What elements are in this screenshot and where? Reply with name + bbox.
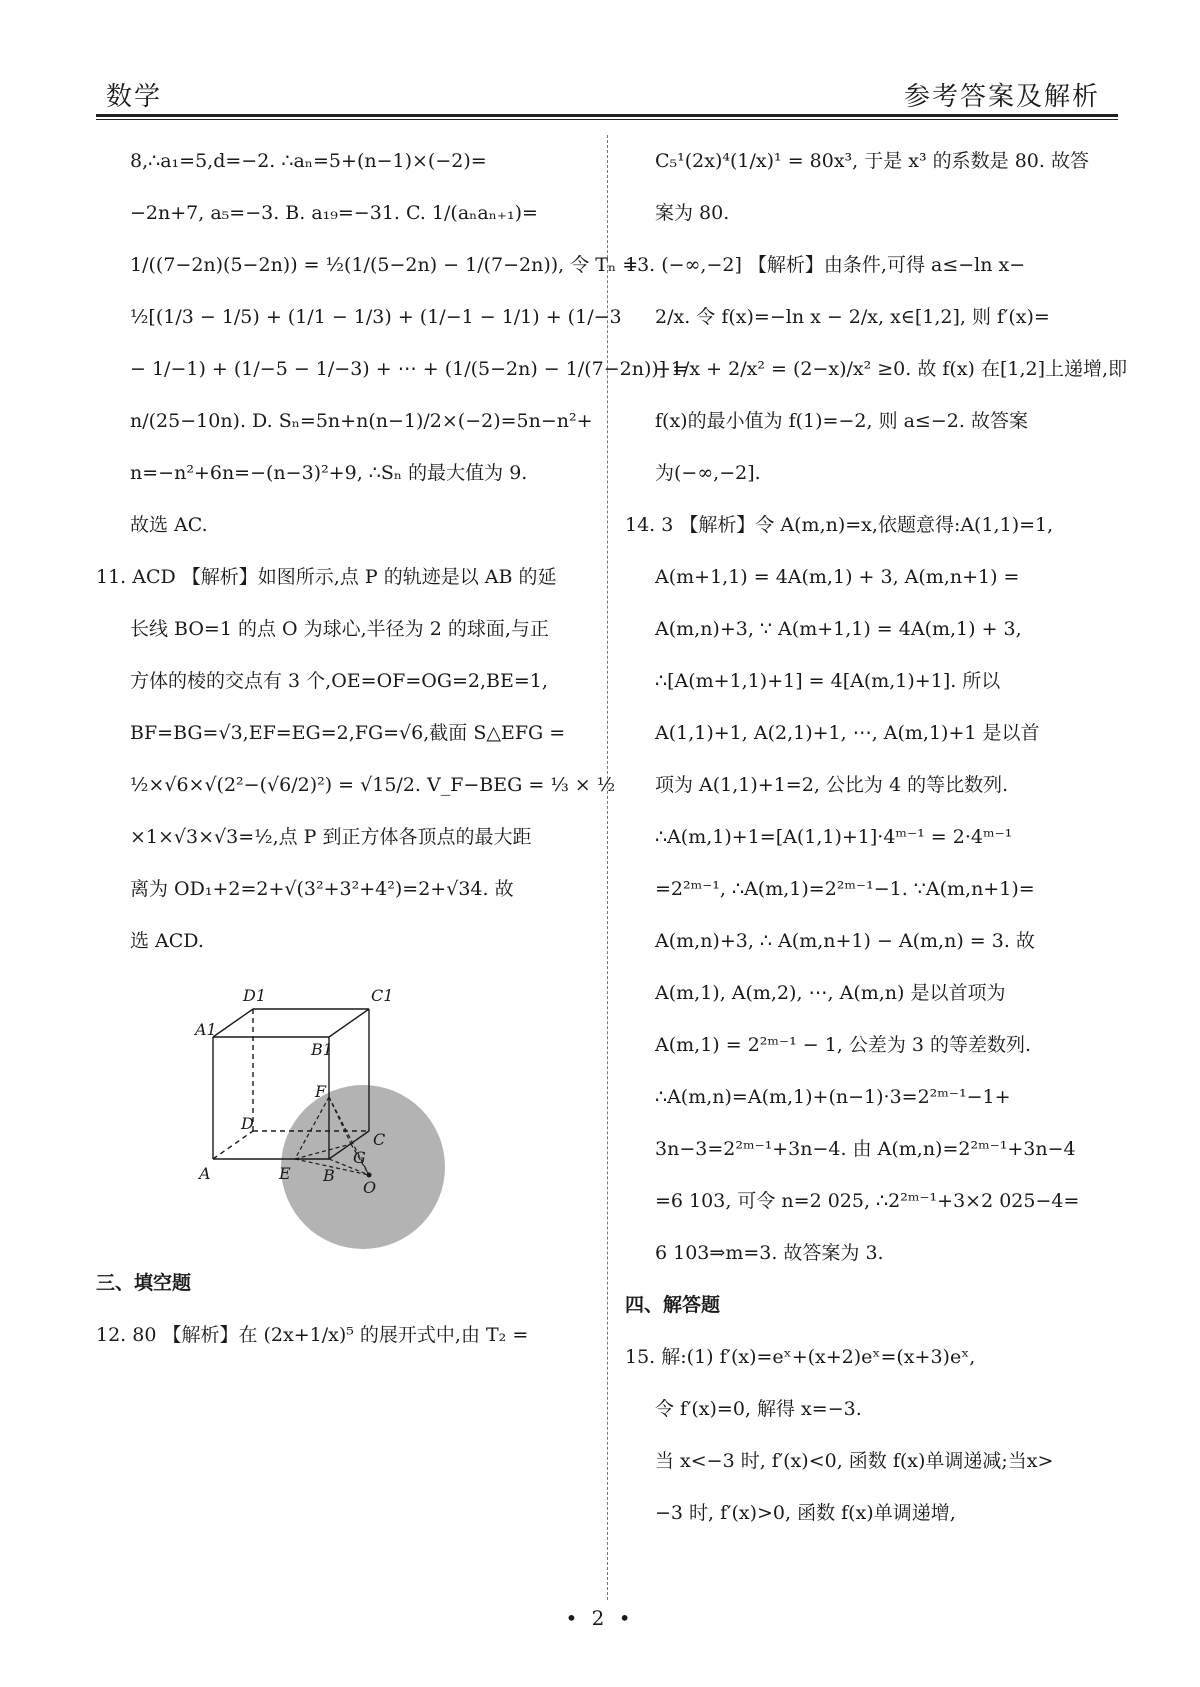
label-c1: C1 (371, 986, 394, 1005)
text-line: ×1×√3×√3=½,点 P 到正方体各顶点的最大距 (130, 826, 532, 848)
section-heading-fill-in: 三、填空题 (96, 1272, 192, 1294)
text-line: 令 f′(x)=0, 解得 x=−3. (655, 1398, 862, 1420)
cube-edge (329, 1009, 369, 1037)
cube-sphere-diagram (191, 967, 491, 1257)
center-point-o (367, 1173, 372, 1178)
text-line: C₅¹(2x)⁴(1/x)¹ = 80x³, 于是 x³ 的系数是 80. 故答 (655, 150, 1089, 172)
page-header (0, 0, 1200, 122)
text-line: A(m,n)+3, ∵ A(m+1,1) = 4A(m,1) + 3, (655, 618, 1022, 640)
text-line: −3 时, f′(x)>0, 函数 f(x)单调递增, (655, 1502, 956, 1524)
header-rule-thin (96, 119, 1118, 120)
text-line: =2²ᵐ⁻¹, ∴A(m,1)=2²ᵐ⁻¹−1. ∵A(m,n+1)= (655, 878, 1035, 900)
text-line: A(1,1)+1, A(2,1)+1, ⋯, A(m,1)+1 是以首 (655, 722, 1040, 744)
cube-hidden-edge (213, 1131, 253, 1159)
label-d: D (241, 1114, 254, 1133)
text-line: A(m,1), A(m,2), ⋯, A(m,n) 是以首项为 (655, 982, 1006, 1004)
text-line: 离为 OD₁+2=2+√(3²+3²+4²)=2+√34. 故 (130, 878, 514, 900)
section-title: 参考答案及解析 (903, 82, 1100, 112)
text-line: =6 103, 可令 n=2 025, ∴2²ᵐ⁻¹+3×2 025−4= (655, 1190, 1080, 1212)
text-line: −2n+7, a₅=−3. B. a₁₉=−31. C. 1/(aₙaₙ₊₁)= (130, 202, 538, 224)
text-line: 案为 80. (655, 202, 730, 224)
question-14-line: 14. 3 【解析】令 A(m,n)=x,依题意得:A(1,1)=1, (625, 514, 1054, 536)
label-b: B (323, 1166, 335, 1185)
text-line: 方体的棱的交点有 3 个,OE=OF=OG=2,BE=1, (130, 670, 548, 692)
text-line: 故选 AC. (130, 514, 208, 536)
text-line: 2/x. 令 f(x)=−ln x − 2/x, x∈[1,2], 则 f′(x)= (655, 306, 1050, 328)
text-line: 6 103⇒m=3. 故答案为 3. (655, 1242, 884, 1264)
text-line: A(m,1) = 2²ᵐ⁻¹ − 1, 公差为 3 的等差数列. (655, 1034, 1032, 1056)
text-line: 8,∴a₁=5,d=−2. ∴aₙ=5+(n−1)×(−2)= (130, 150, 487, 172)
label-b1: B1 (311, 1040, 333, 1059)
text-line: ∴A(m,1)+1=[A(1,1)+1]·4ᵐ⁻¹ = 2·4ᵐ⁻¹ (655, 826, 1013, 848)
subject-title: 数学 (106, 82, 163, 112)
section-heading-solutions: 四、解答题 (625, 1294, 721, 1316)
header-rule (96, 114, 1118, 117)
text-line: f(x)的最小值为 f(1)=−2, 则 a≤−2. 故答案 (655, 410, 1028, 432)
text-line: n/(25−10n). D. Sₙ=5n+n(n−1)/2×(−2)=5n−n²+ (130, 410, 593, 432)
text-line: 为(−∞,−2]. (655, 462, 761, 484)
text-line: BF=BG=√3,EF=EG=2,FG=√6,截面 S△EFG = (130, 722, 566, 744)
question-15-line: 15. 解:(1) f′(x)=eˣ+(x+2)eˣ=(x+3)eˣ, (625, 1346, 976, 1368)
text-line: A(m,n)+3, ∴ A(m,n+1) − A(m,n) = 3. 故 (655, 930, 1035, 952)
text-line: 3n−3=2²ᵐ⁻¹+3n−4. 由 A(m,n)=2²ᵐ⁻¹+3n−4 (655, 1138, 1076, 1160)
text-line: 长线 BO=1 的点 O 为球心,半径为 2 的球面,与正 (130, 618, 549, 640)
label-a1: A1 (195, 1020, 217, 1039)
label-o: O (363, 1178, 377, 1197)
text-line: 当 x<−3 时, f′(x)<0, 函数 f(x)单调递减;当x> (655, 1450, 1054, 1472)
text-line: ½×√6×√(2²−(√6/2)²) = √15/2. V_F−BEG = ⅓ × ½ (130, 774, 616, 796)
label-c: C (373, 1130, 386, 1149)
text-line: − 1/−1) + (1/−5 − 1/−3) + ⋯ + (1/(5−2n) − 1/(7−2n))] = (130, 358, 689, 380)
text-line: n=−n²+6n=−(n−3)²+9, ∴Sₙ 的最大值为 9. (130, 462, 528, 484)
text-line: −1/x + 2/x² = (2−x)/x² ≥0. 故 f(x) 在[1,2]上递增,即 (655, 358, 1128, 380)
page-number: • 2 • (565, 1606, 635, 1630)
question-13-line: 13. (−∞,−2] 【解析】由条件,可得 a≤−ln x− (625, 254, 1026, 276)
label-a: A (199, 1164, 211, 1183)
label-e: E (279, 1164, 291, 1183)
question-11-line: 11. ACD 【解析】如图所示,点 P 的轨迹是以 AB 的延 (96, 566, 557, 588)
label-f: F (315, 1082, 327, 1101)
text-line: 项为 A(1,1)+1=2, 公比为 4 的等比数列. (655, 774, 1009, 796)
cube-edge (213, 1009, 253, 1037)
text-line: ½[(1/3 − 1/5) + (1/1 − 1/3) + (1/−1 − 1/1) + (1/−3 (130, 306, 622, 328)
text-line: A(m+1,1) = 4A(m,1) + 3, A(m,n+1) = (655, 566, 1020, 588)
right-column (625, 135, 1128, 1539)
question-12-line: 12. 80 【解析】在 (2x+1/x)⁵ 的展开式中,由 T₂ = (96, 1324, 529, 1346)
text-line: ∴[A(m+1,1)+1] = 4[A(m,1)+1]. 所以 (655, 670, 1001, 692)
sphere-shape (281, 1085, 445, 1249)
label-g: G (353, 1148, 366, 1167)
text-line: 选 ACD. (130, 930, 204, 952)
text-line: 1/((7−2n)(5−2n)) = ½(1/(5−2n) − 1/(7−2n)), 令 Tₙ = (130, 254, 639, 276)
cube-sphere-figure (96, 967, 586, 1257)
label-d1: D1 (243, 986, 267, 1005)
text-line: ∴A(m,n)=A(m,1)+(n−1)·3=2²ᵐ⁻¹−1+ (655, 1086, 1011, 1108)
